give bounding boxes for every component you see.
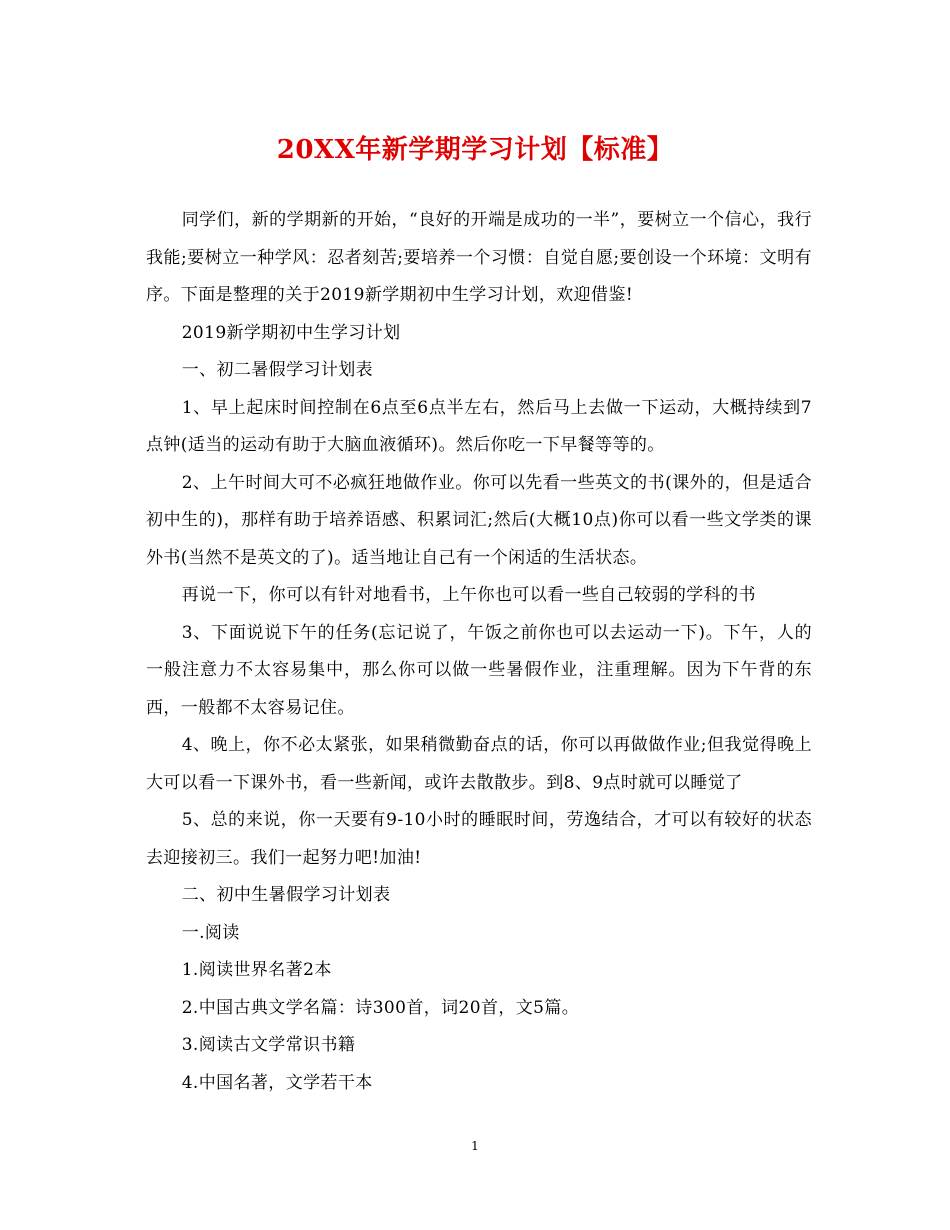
- list-item-3: 3.阅读古文学常识书籍: [181, 1035, 356, 1055]
- paragraph-item-1: 1、早上起床时间控制在6点至6点半左右，然后马上去做一下运动，大概持续到7点钟(适当的运动有助于大脑血液循环)。然后你吃一下早餐等等的。: [146, 397, 812, 455]
- paragraph-note: 再说一下，你可以有针对地看书，上午你也可以看一些自己较弱的学科的书: [181, 585, 756, 605]
- subsection-heading-reading: 一.阅读: [181, 922, 240, 943]
- document-title: 20XX年新学期学习计划【标准】: [276, 135, 674, 165]
- paragraph-plan-heading: 2019新学期初中生学习计划: [181, 322, 401, 343]
- document-body: [146, 202, 812, 1102]
- paragraph-item-3: 3、下面说说下午的任务(忘记说了，午饭之前你也可以去运动一下)。下午，人的一般注意力不太容易集中，那么你可以做一些暑假作业，注重理解。因为下午背的东西，一般都不太容易记住。: [146, 622, 812, 718]
- paragraph-intro: 同学们，新的学期新的开始，“良好的开端是成功的一半”，要树立一个信心，我行我能;要树立一种学风：忍者刻苦;要培养一个习惯：自觉自愿;要创设一个环境：文明有序。下面是整理的关于2019新学期初中生学习计划，欢迎借鉴!: [146, 210, 812, 305]
- list-item-1: 1.阅读世界名著2本: [181, 960, 332, 980]
- paragraph-item-4: 4、晚上，你不必太紧张，如果稍微勤奋点的话，你可以再做做作业;但我觉得晚上大可以看一下课外书，看一些新闻，或许去散散步。到8、9点时就可以睡觉了: [146, 735, 812, 793]
- section-heading-2: 二、初中生暑假学习计划表: [181, 885, 391, 905]
- page-number: 1: [471, 1139, 479, 1153]
- list-item-4: 4.中国名著，文学若干本: [181, 1072, 373, 1093]
- paragraph-item-2: 2、上午时间大可不必疯狂地做作业。你可以先看一些英文的书(课外的，但是适合初中生的)，那样有助于培养语感、积累词汇;然后(大概10点)你可以看一些文学类的课外书(当然不是英文的了)。适当地让自己有一个闲适的生活状态。: [146, 472, 812, 568]
- list-item-2: 2.中国古典文学名篇：诗300首，词20首，文5篇。: [181, 997, 580, 1018]
- paragraph-item-5: 5、总的来说，你一天要有9-10小时的睡眠时间，劳逸结合，才可以有较好的状态去迎接初三。我们一起努力吧!加油!: [146, 810, 812, 868]
- section-heading-1: 一、初二暑假学习计划表: [181, 360, 374, 380]
